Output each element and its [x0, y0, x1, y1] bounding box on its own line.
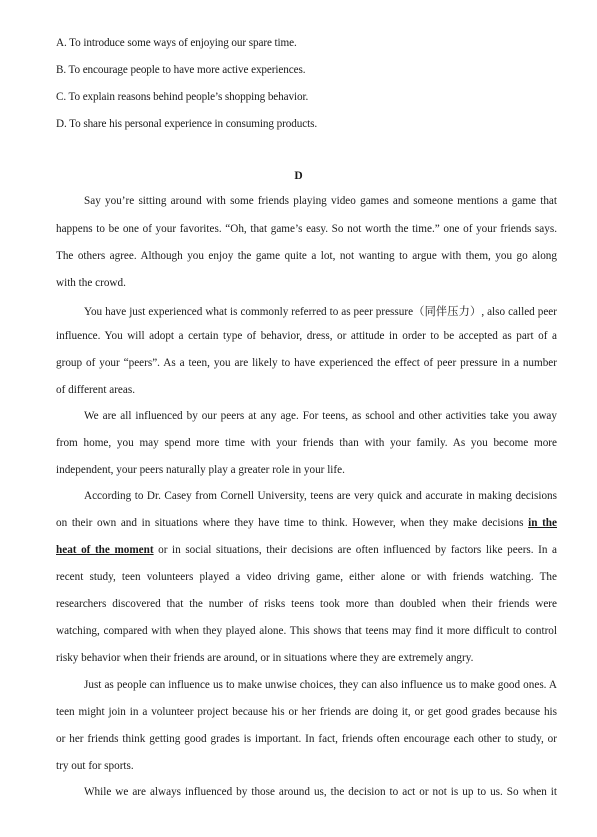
- paragraph-line: try out for sports.: [56, 760, 134, 772]
- option-a: A. To introduce some ways of enjoying our spare time.: [56, 37, 297, 49]
- paragraph-line: Just as people can influence us to make unwise choices, they can also influence us to make good ones. A: [84, 679, 557, 691]
- paragraph-line: According to Dr. Casey from Cornell University, teens are very quick and accurate in making decisions: [84, 490, 557, 502]
- paragraph-line: or her friends think getting good grades is important. In fact, friends often encourage each other to study, or: [56, 733, 557, 745]
- paragraph-line: We are all influenced by our peers at any age. For teens, as school and other activities take you away: [84, 410, 557, 422]
- paragraph-line: While we are always influenced by those around us, the decision to act or not is up to us. So when it: [84, 786, 557, 798]
- paragraph-line: Say you’re sitting around with some friends playing video games and someone mentions a game that: [84, 195, 557, 207]
- paragraph-line: influence. You will adopt a certain type of behavior, dress, or attitude in order to be accepted as part of a: [56, 330, 557, 342]
- paragraph-line: The others agree. Although you enjoy the game quite a lot, not wanting to argue with them, you go along: [56, 250, 557, 262]
- paragraph-line: teen might join in a volunteer project because his or her friends are doing it, or get good grades because his: [56, 706, 557, 718]
- paragraph-line: with the crowd.: [56, 277, 126, 289]
- paragraph-line: You have just experienced what is commonly referred to as peer pressure（同伴压力）, also called peer: [84, 306, 557, 318]
- paragraph-line: from home, you may spend more time with your friends than with your family. As you become more: [56, 437, 557, 449]
- paragraph-line: independent, your peers naturally play a greater role in your life.: [56, 464, 345, 476]
- paragraph-line: happens to be one of your favorites. “Oh, that game’s easy. So not worth the time.” one of your friends says.: [56, 223, 557, 235]
- paragraph-line: [56, 517, 557, 529]
- paragraph-line: researchers discovered that the number of risks teens took more than doubled when their friends were: [56, 598, 557, 610]
- paragraph-line: watching, compared with when they played alone. This shows that teens may find it more difficult to control: [56, 625, 557, 637]
- option-c: C. To explain reasons behind people’s shopping behavior.: [56, 91, 309, 103]
- option-d: D. To share his personal experience in consuming products.: [56, 118, 318, 130]
- option-b: B. To encourage people to have more active experiences.: [56, 64, 306, 76]
- paragraph-line: recent study, teen volunteers played a video driving game, either alone or with friends watching. The: [56, 571, 557, 583]
- paragraph-text: or in social situations, their decisions are often influenced by factors like peers. In a: [153, 544, 557, 556]
- paragraph-line: [56, 544, 557, 556]
- underlined-phrase-end: heat of the moment: [56, 544, 154, 556]
- paragraph-text: on their own and in situations where they have time to think. However, when they make decisions: [56, 517, 529, 529]
- paragraph-line: group of your “peers”. As a teen, you are likely to have experienced the effect of peer pressure in a number: [56, 357, 557, 369]
- paragraph-line: risky behavior when their friends are around, or in situations where they are extremely angry.: [56, 652, 474, 664]
- paragraph-line: of different areas.: [56, 384, 135, 396]
- section-heading: D: [294, 170, 303, 182]
- underlined-phrase-start: in the: [528, 517, 557, 529]
